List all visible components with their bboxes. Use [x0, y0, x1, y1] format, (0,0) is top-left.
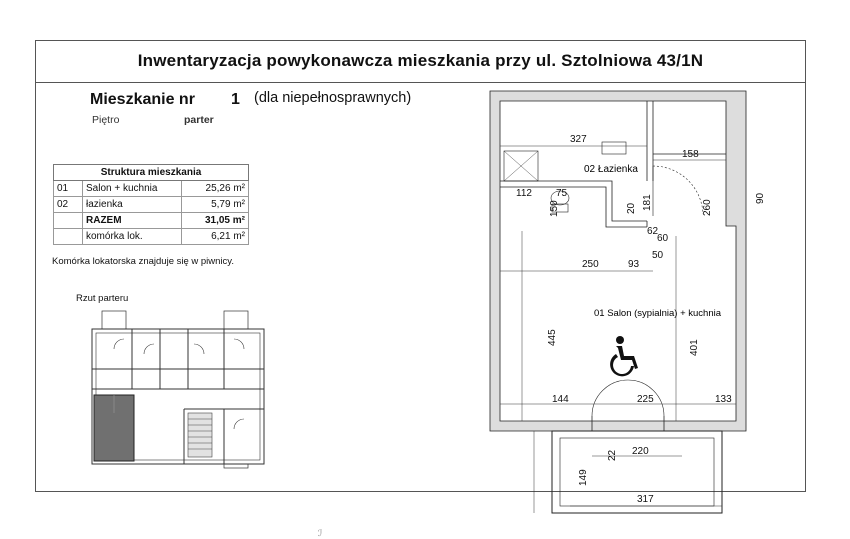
dim-90: 90 [755, 192, 766, 204]
dim-327: 327 [570, 134, 587, 145]
ground-floor-key-plan [84, 309, 274, 469]
row-name: Salon + kuchnia [83, 181, 182, 197]
dim-401: 401 [689, 339, 700, 356]
storage-area: 6,21 m² [182, 229, 249, 245]
dim-50: 50 [652, 250, 664, 261]
apartment-note: (dla niepełnosprawnych) [254, 90, 412, 106]
row-name: łazienka [83, 197, 182, 213]
dim-260: 260 [702, 199, 713, 216]
bathroom-label: 02 Łazienka [584, 164, 638, 175]
apartment-label: Mieszkanie nr [90, 91, 195, 108]
storage-note: Komórka lokatorska znajduje się w piwnicy. [52, 256, 234, 267]
staircase [188, 413, 212, 457]
table-row [54, 181, 249, 197]
dim-93: 93 [628, 259, 640, 270]
storage-label: komórka lok. [83, 229, 182, 245]
total-label: RAZEM [83, 213, 182, 229]
dim-20: 20 [626, 202, 637, 214]
dim-181: 181 [642, 194, 653, 211]
dim-445: 445 [547, 329, 558, 346]
dim-317: 317 [637, 494, 654, 505]
door-swing [592, 380, 628, 416]
living-room-label: 01 Salon (sypialnia) + kuchnia [594, 308, 722, 319]
total-area: 31,05 m² [182, 213, 249, 229]
dim-144: 144 [552, 394, 569, 405]
balcony [102, 311, 126, 329]
document-title: Inwentaryzacja powykonawcza mieszkania przy ul. Sztolniowa 43/1N [36, 41, 805, 83]
dim-220: 220 [632, 446, 649, 457]
dim-158: 158 [682, 149, 699, 160]
ground-plan-label: Rzut parteru [76, 293, 129, 304]
door-swing [653, 166, 703, 214]
dim-133: 133 [715, 394, 732, 405]
row-number: 02 [54, 197, 83, 213]
balcony [224, 311, 248, 329]
apartment-number: 1 [231, 91, 240, 108]
structure-table [53, 164, 249, 245]
row-number: 01 [54, 181, 83, 197]
table-row-total [54, 213, 249, 229]
floor-value: parter [184, 114, 214, 126]
structure-table-header: Struktura mieszkania [54, 165, 249, 181]
document-sheet [35, 40, 806, 505]
apartment-floor-plan [482, 86, 792, 505]
table-row [54, 197, 249, 213]
dim-75: 75 [556, 188, 568, 199]
dim-149: 149 [578, 469, 589, 486]
table-row-storage [54, 229, 249, 245]
dim-22: 22 [607, 449, 618, 461]
scan-mark: ℐ [318, 528, 323, 538]
dim-250: 250 [582, 259, 599, 270]
wheelchair-icon [610, 336, 638, 376]
row-area: 5,79 m² [182, 197, 249, 213]
floor-label: Piętro [92, 114, 120, 126]
row-area: 25,26 m² [182, 181, 249, 197]
dim-112: 112 [516, 188, 532, 199]
dim-225: 225 [637, 394, 654, 405]
dim-62: 62 [647, 226, 659, 237]
dim-60: 60 [657, 233, 669, 244]
dim-150: 150 [549, 200, 560, 217]
sink [602, 142, 626, 154]
